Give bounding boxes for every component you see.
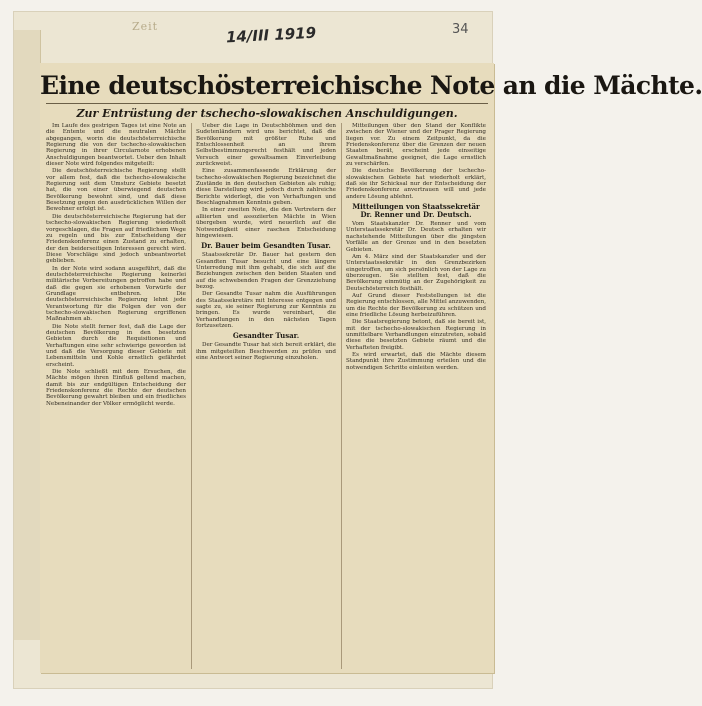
- paragraph: Eine zusammenfassende Erklärung der tschecho-slowakischen Regierung bezeichnet die Zustände in den deutschen Gebieten als ruhig; diese Darstellung wird jedoch durch zahlreiche Berichte widerlegt, die von Verhaftungen und Beschlagnahmen Kenntnis geben.: [196, 168, 336, 207]
- paragraph: Die Note schließt mit dem Ersuchen, die Mächte mögen ihren Einfluß geltend machen, damit bis zur endgültigen Entscheidung der Friedenskonferenz die Rechte der deutschen Bevölkerung gewahrt bleiben und ein friedliches Nebeneinander der Völker ermöglicht werde.: [46, 369, 186, 407]
- headline-rule: [46, 103, 488, 104]
- folio-number: 34: [452, 22, 469, 37]
- paragraph: Der Gesandte Tusar nahm die Ausführungen des Staatssekretärs mit Interesse entgegen und sagte zu, sie seiner Regierung zur Kenntnis zu bringen. Es wurde vereinbart, die Verhandlungen in den nächsten Tagen fortzusetzen.: [196, 291, 336, 329]
- article-column-1: [46, 123, 186, 669]
- paragraph: Im Laufe des gestrigen Tages ist eine Note an die Entente und die neutralen Mächte abgegangen, worin die deutschösterreichische Regierung die von der tschecho-slowakischen Regierung in ihrer Circularnote erhobenen Anschuldigungen beantwortet. Ueber den Inhalt dieser Note wird folgendes mitgeteilt:: [46, 123, 186, 168]
- article-headline: Eine deutschösterreichische Note an die Mächte.: [40, 71, 702, 100]
- paragraph: Die deutsche Bevölkerung der tschecho-slowakischen Gebiete hat wiederholt erklärt, daß sie ihr Schicksal nur der Entscheidung der Friedenskonferenz anvertrauen will und jede andere Lösung ablehnt.: [346, 168, 486, 200]
- column-divider: [191, 123, 192, 669]
- section-title: Gesandter Tusar.: [232, 331, 300, 341]
- paragraph: Ueber die Lage in Deutschböhmen und den Sudetenländern wird uns berichtet, daß die Bevölkerung mit größter Ruhe und Entschlossenheit an ihrem Selbstbestimmungsrecht festhält und jeden Versuch einer gewaltsamen Einverleibung zurückweist.: [196, 123, 336, 168]
- paragraph: Die deutschösterreichische Regierung hat der tschecho-slowakischen Regierung wiederholt vorgeschlagen, die Fragen auf friedlichem Wege zu regeln und bis zur Entscheidung der Friedenskonferenz einen Zustand zu erhalten, der den beiderseitigen Interessen gerecht wird. Diese Vorschläge sind jedoch unbeantwortet geblieben.: [46, 213, 186, 265]
- paragraph: Am 4. März sind der Staatskanzler und der Unterstaatssekretär in den Grenzbezirken eingetroffen, um sich persönlich von der Lage zu überzeugen. Sie stellten fest, daß die Bevölkerung einmütig an der Zugehörigkeit zu Deutschösterreich festhält.: [346, 253, 486, 292]
- handwritten-date: 14/III 1919: [225, 23, 317, 47]
- article-subheadline: Zur Entrüstung der tschecho-slowakischen Anschuldigungen.: [76, 107, 458, 120]
- paragraph: Die Staatsregierung betont, daß sie bereit ist, mit der tschecho-slowakischen Regierung in unmittelbare Verhandlungen einzutreten, sobald diese die besetzten Gebiete räumt und die Verhafteten freigibt.: [346, 319, 486, 351]
- paragraph: Mitteilungen über den Stand der Konflikte zwischen der Wiener und der Prager Regierung liegen vor. Zu einem Zeitpunkt, da die Friedenskonferenz über die Grenzen der neuen Staaten berät, erscheint jede einseitige Gewaltmaßnahme geeignet, die Lage ernstlich zu verschärfen.: [346, 123, 486, 168]
- article-column-2: [196, 123, 336, 669]
- paragraph: Die Note stellt ferner fest, daß die Lage der deutschen Bevölkerung in den besetzten Gebieten durch die Requisitionen und Verhaftungen eine sehr schwierige geworden ist und daß die Versorgung dieser Gebiete mit Lebensmitteln und Kohle ernstlich gefährdet erscheint.: [46, 323, 186, 368]
- paragraph: Die deutschösterreichische Regierung stellt vor allem fest, daß die tschecho-slowakische Regierung seit dem Umsturz Gebiete besetzt hat, die von einer überwiegend deutschen Bevölkerung bewohnt sind, und daß diese Besetzung gegen den ausdrücklichen Willen der Bewohner erfolgt ist.: [46, 168, 186, 213]
- masthead-fragment: Zeit: [132, 20, 159, 33]
- paragraph: Es wird erwartet, daß die Mächte diesem Standpunkt ihre Zustimmung erteilen und die notwendigen Schritte einleiten werden.: [346, 352, 486, 371]
- paragraph: In der Note wird sodann ausgeführt, daß die deutschösterreichische Regierung keinerlei militärische Vorbereitungen getroffen habe und daß die gegen sie erhobenen Vorwürfe der Grundlage entbehren. Die deutschösterreichische Regierung lehnt jede Verantwortung für die Folgen der von der tschecho-slowakischen Regierung ergriffenen Maßnahmen ab.: [46, 265, 186, 323]
- newspaper-clipping: [40, 63, 702, 673]
- paragraph: Der Gesandte Tusar hat sich bereit erklärt, die ihm mitgeteilten Beschwerden zu prüfen und eine Antwort seiner Regierung einzuholen.: [196, 342, 336, 361]
- section-title: Mitteilungen von Staatssekretär Dr. Renner und Dr. Deutsch.: [352, 202, 480, 220]
- paragraph: In einer zweiten Note, die den Vertretern der alliierten und assoziierten Mächte in Wien übergeben wurde, wird neuerlich auf die Notwendigkeit einer raschen Entscheidung hingewiesen.: [196, 207, 336, 239]
- section-title: Dr. Bauer beim Gesandten Tusar.: [201, 241, 331, 251]
- paragraph: Staatssekretär Dr. Bauer hat gestern den Gesandten Tusar besucht und eine längere Unterredung mit ihm gehabt, die sich auf die Beziehungen zwischen den beiden Staaten und auf die schwebenden Fragen der Grenzziehung bezog.: [196, 252, 336, 290]
- paper-margin-strip: [14, 30, 41, 640]
- paragraph: Auf Grund dieser Feststellungen ist die Regierung entschlossen, alle Mittel anzuwenden, um die Rechte der Bevölkerung zu schützen und eine friedliche Lösung herbeizuführen.: [346, 292, 486, 318]
- paragraph: Vom Staatskanzler Dr. Renner und vom Unterstaatssekretär Dr. Deutsch erhalten wir nachstehende Mitteilungen über die jüngsten Vorfälle an der Grenze und in den besetzten Gebieten.: [346, 221, 486, 253]
- article-column-3: [346, 123, 486, 669]
- column-divider: [341, 123, 342, 669]
- article-columns: [46, 123, 488, 669]
